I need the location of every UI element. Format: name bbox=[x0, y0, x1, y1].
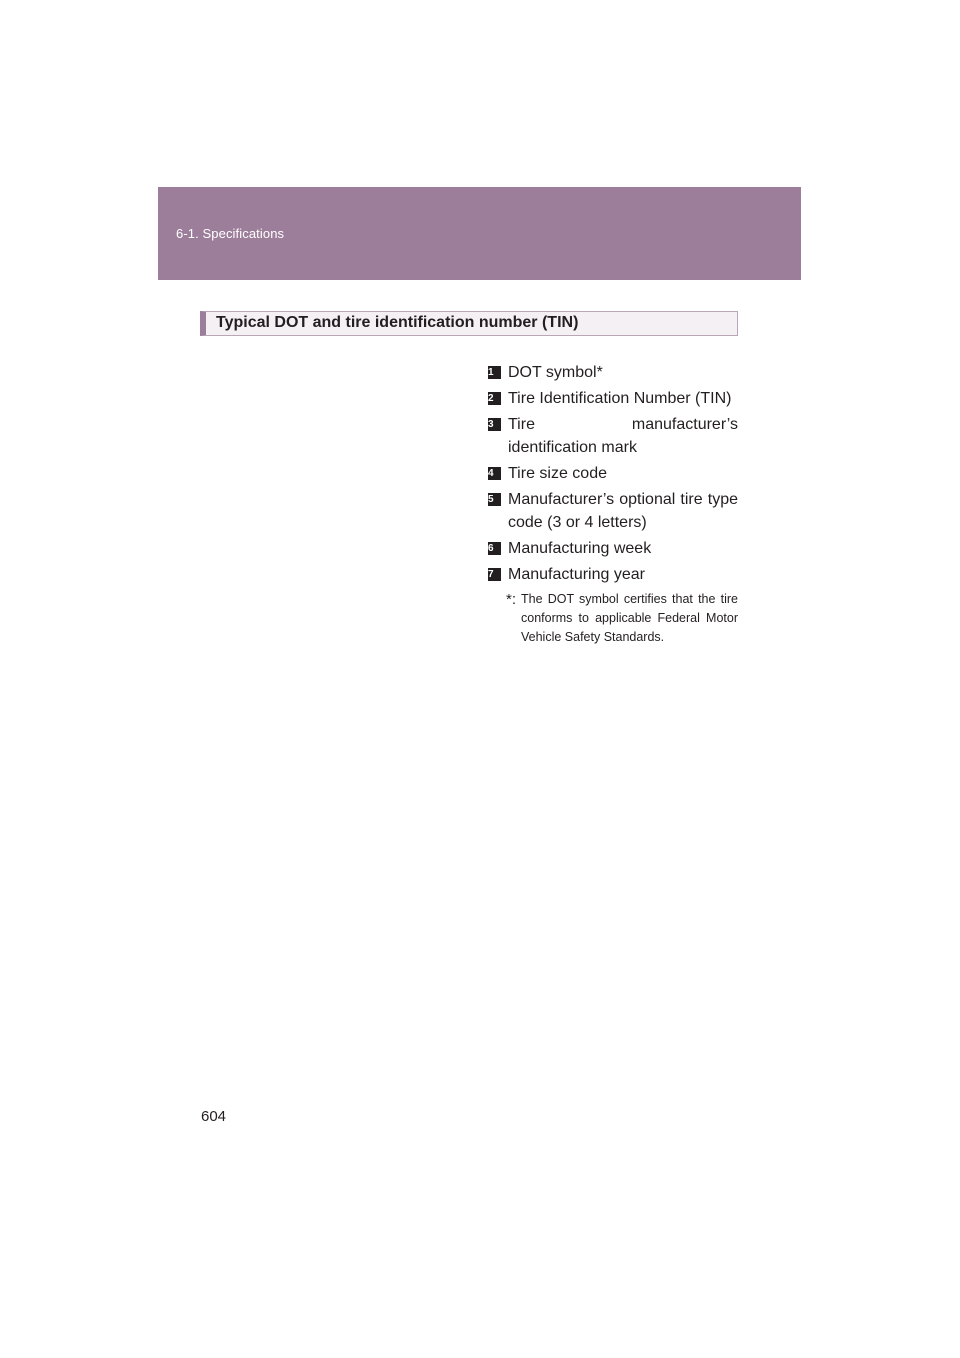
list-item-text: Manufacturing week bbox=[508, 540, 652, 557]
number-badge: 2 bbox=[488, 392, 501, 405]
list-item-text: Tire size code bbox=[508, 465, 607, 482]
number-badge: 6 bbox=[488, 542, 501, 555]
list-item bbox=[488, 537, 738, 560]
number-badge: 3 bbox=[488, 418, 501, 431]
section-heading: Typical DOT and tire identification number (TIN) bbox=[216, 314, 579, 331]
list-item-text: Tire Identification Number (TIN) bbox=[508, 390, 732, 407]
section-label: 6-1. Specifications bbox=[176, 226, 285, 241]
number-badge: 4 bbox=[488, 467, 501, 480]
number-badge: 7 bbox=[488, 568, 501, 581]
list-item bbox=[488, 413, 738, 459]
list-item bbox=[488, 462, 738, 485]
header-band bbox=[158, 187, 801, 280]
page-number: 604 bbox=[201, 1108, 227, 1125]
list-item-text: Manufacturer’s optional tire type code (3 or 4 letters) bbox=[508, 491, 738, 531]
number-badge: 5 bbox=[488, 493, 501, 506]
footnote-mark: *: bbox=[506, 591, 517, 608]
list-item bbox=[488, 361, 738, 384]
list-item-text: DOT symbol* bbox=[508, 364, 603, 381]
footnote bbox=[506, 590, 738, 647]
section-heading-box bbox=[200, 311, 738, 336]
tin-item-list bbox=[488, 361, 738, 589]
footnote-text: The DOT symbol certifies that the tire conforms to applicable Federal Motor Vehicle Safety Standards. bbox=[521, 592, 738, 644]
number-badge: 1 bbox=[488, 366, 501, 379]
list-item bbox=[488, 563, 738, 586]
list-item-text: Tire manufacturer’s identification mark bbox=[508, 416, 738, 456]
list-item bbox=[488, 488, 738, 534]
list-item-text: Manufacturing year bbox=[508, 566, 645, 583]
list-item bbox=[488, 387, 738, 410]
